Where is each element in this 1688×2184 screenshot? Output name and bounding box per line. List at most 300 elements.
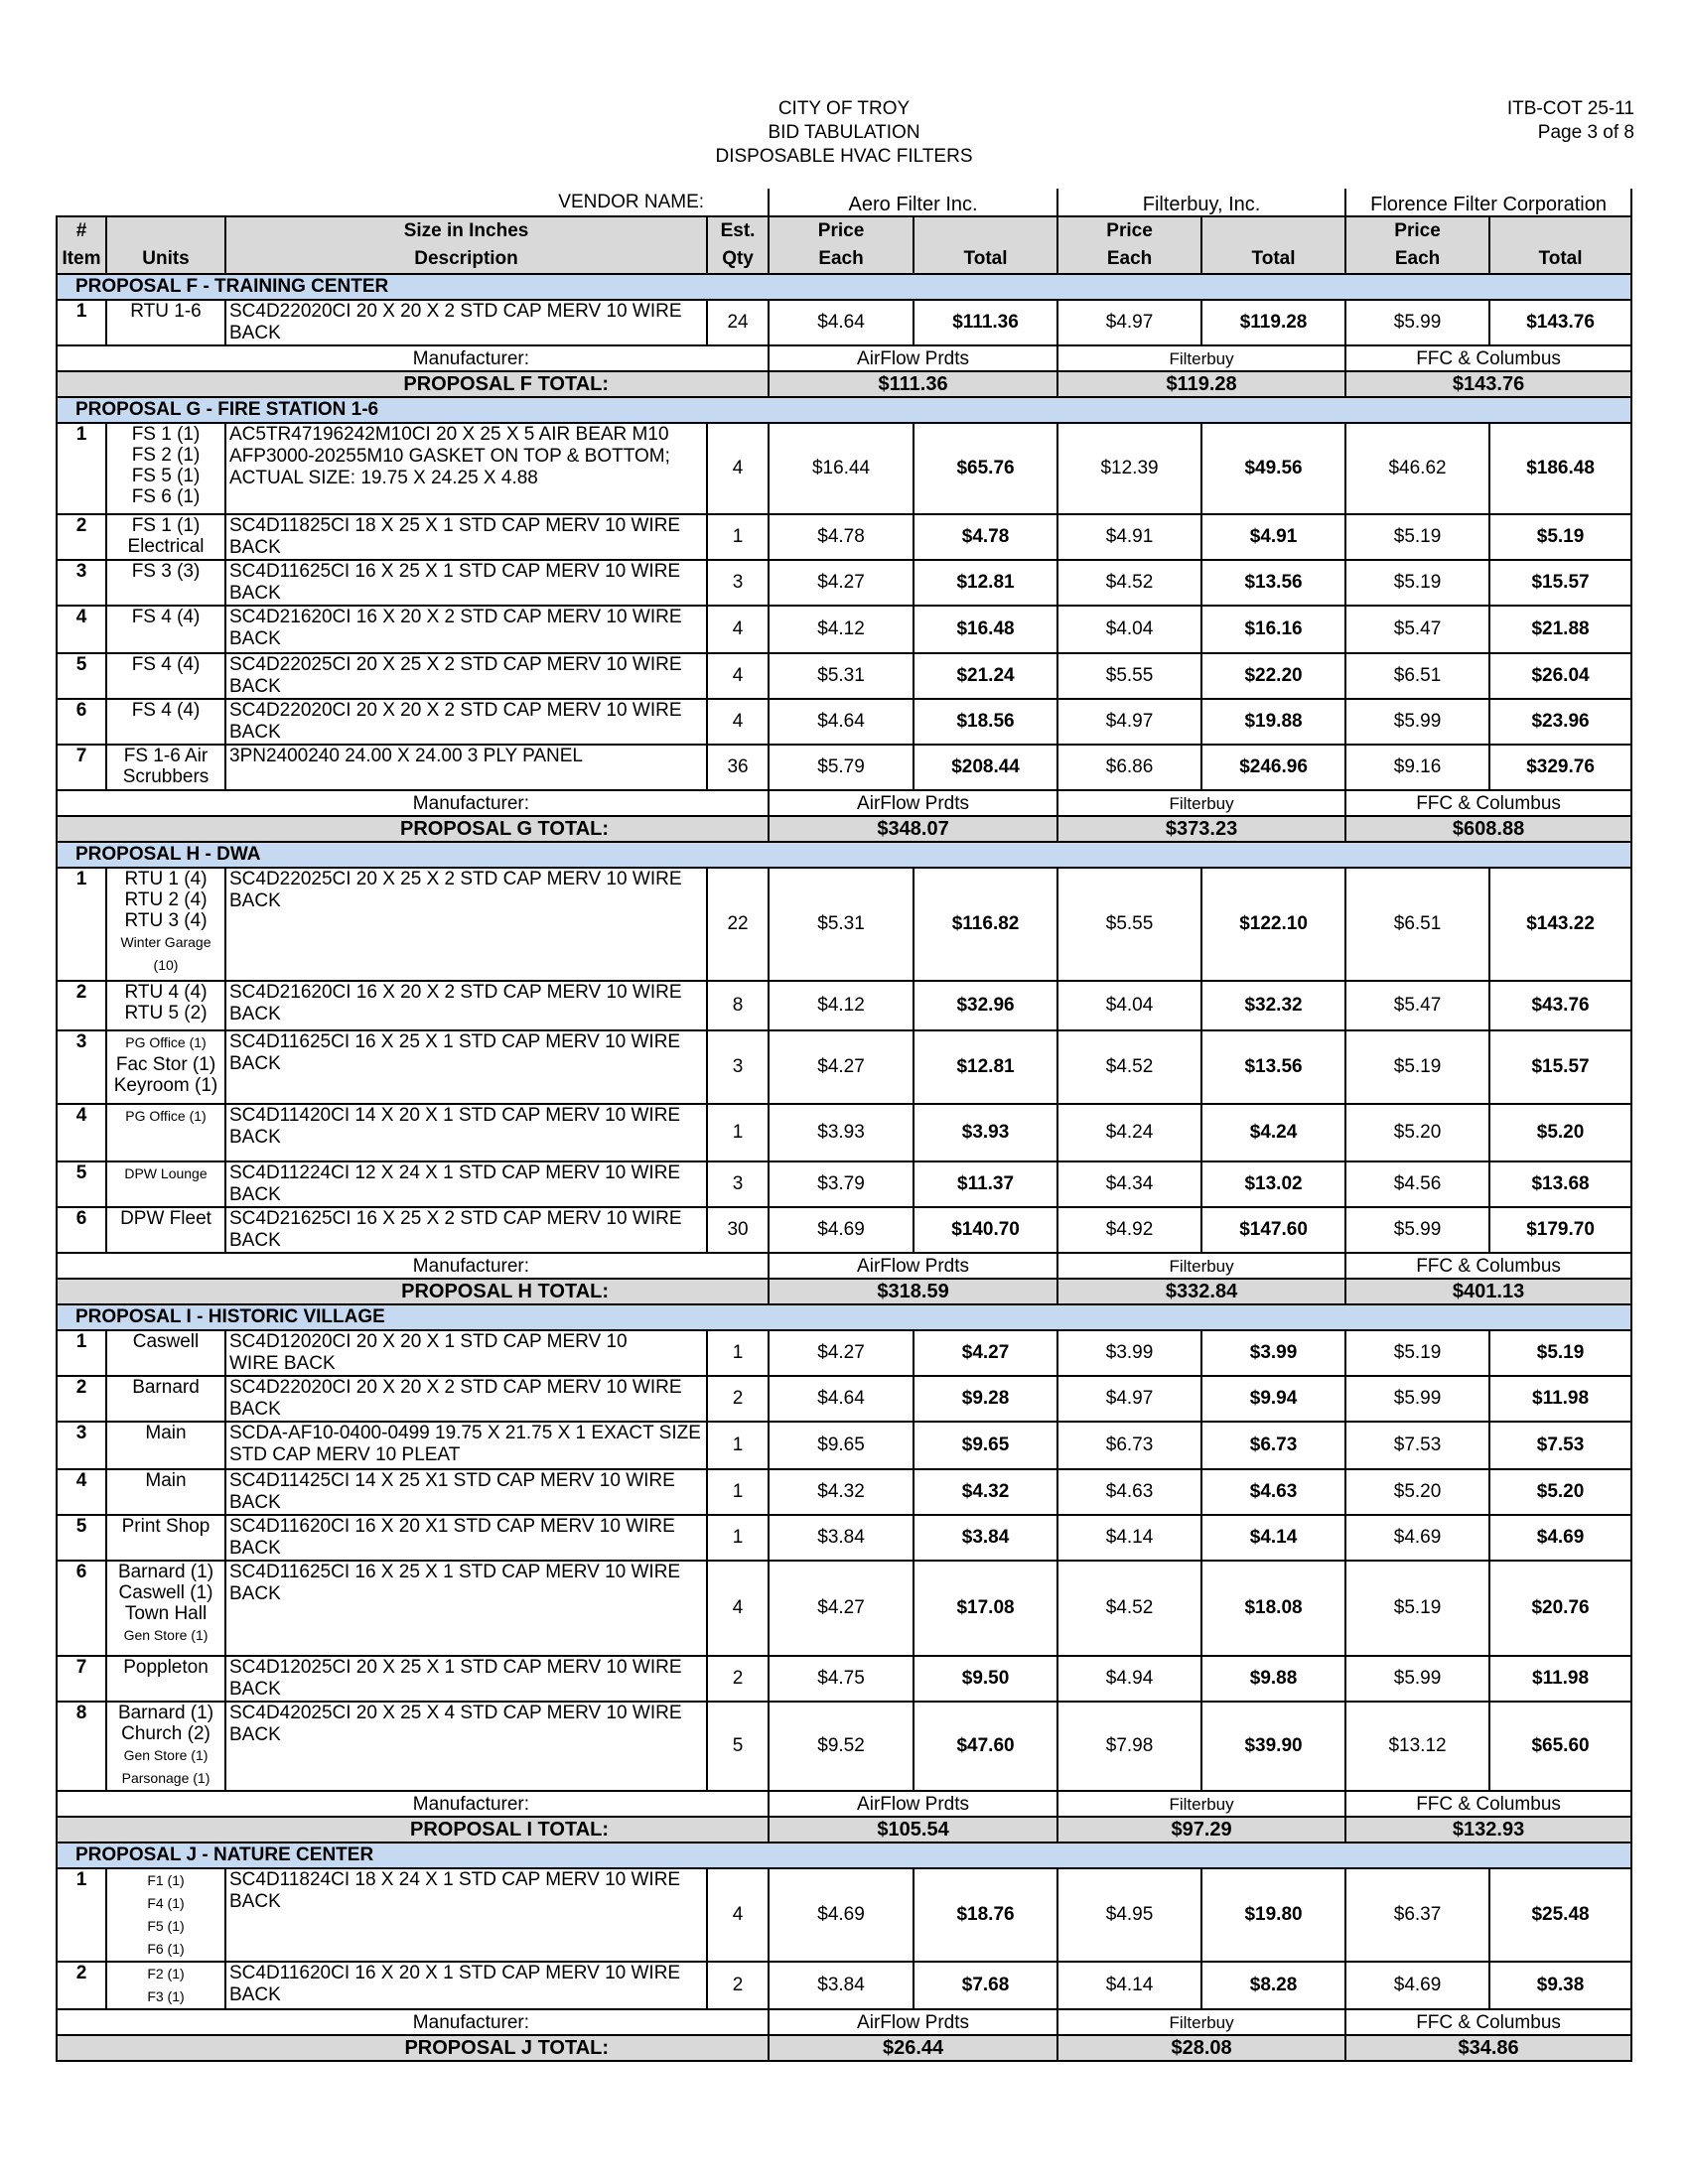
unit-line: Caswell (1) xyxy=(118,1582,213,1603)
item-units xyxy=(106,981,225,1030)
item-description: 3PN2400240 24.00 X 24.00 3 PLY PANEL xyxy=(225,745,707,790)
item-qty: 1 xyxy=(707,1515,769,1561)
line-item-row xyxy=(57,1376,1631,1422)
line-total: $20.76 xyxy=(1489,1561,1631,1656)
price-each: $4.24 xyxy=(1057,1104,1201,1161)
line-total: $4.24 xyxy=(1201,1104,1345,1161)
line-total: $9.88 xyxy=(1201,1656,1345,1702)
item-number: 5 xyxy=(57,653,106,699)
line-total: $4.14 xyxy=(1201,1515,1345,1561)
manufacturer-name: AirFlow Prdts xyxy=(769,1791,1057,1817)
page-number: Page 3 of 8 xyxy=(1537,122,1634,143)
item-qty: 2 xyxy=(707,1376,769,1422)
price-each: $5.99 xyxy=(1345,300,1489,345)
line-item-row xyxy=(57,1104,1631,1161)
manufacturer-name: AirFlow Prdts xyxy=(769,790,1057,816)
unit-line: F5 (1) xyxy=(147,1918,185,1934)
item-number: 1 xyxy=(57,868,106,981)
line-item-row xyxy=(57,1702,1631,1791)
unit-line: Gen Store (1) xyxy=(123,1627,209,1643)
unit-line: FS 4 (4) xyxy=(131,654,201,675)
price-each: $5.55 xyxy=(1057,868,1201,981)
item-description: SC4D11825CI 18 X 25 X 1 STD CAP MERV 10 WIRE BACK xyxy=(225,514,707,560)
line-total: $18.56 xyxy=(914,699,1057,745)
item-description: SC4D21625CI 16 X 25 X 2 STD CAP MERV 10 WIRE BACK xyxy=(225,1207,707,1253)
line-item-row xyxy=(57,1515,1631,1561)
price-each: $5.31 xyxy=(769,868,914,981)
line-total: $246.96 xyxy=(1201,745,1345,790)
price-each: $6.51 xyxy=(1345,868,1489,981)
proposal-total-value: $97.29 xyxy=(1057,1817,1345,1843)
item-description: SC4D11224CI 12 X 24 X 1 STD CAP MERV 10 WIRE BACK xyxy=(225,1161,707,1207)
price-each: $4.14 xyxy=(1057,1515,1201,1561)
item-qty: 3 xyxy=(707,1030,769,1104)
price-each: $4.69 xyxy=(1345,1515,1489,1561)
item-description: SC4D11625CI 16 X 25 X 1 STD CAP MERV 10 WIRE BACK xyxy=(225,560,707,606)
line-total: $18.08 xyxy=(1201,1561,1345,1656)
line-total: $13.68 xyxy=(1489,1161,1631,1207)
line-total: $4.69 xyxy=(1489,1515,1631,1561)
price-each: $4.34 xyxy=(1057,1161,1201,1207)
line-total: $65.60 xyxy=(1489,1702,1631,1791)
item-units xyxy=(106,868,225,981)
item-units xyxy=(106,423,225,514)
price-each: $6.51 xyxy=(1345,653,1489,699)
item-units xyxy=(106,1515,225,1561)
item-qty: 2 xyxy=(707,1656,769,1702)
item-qty: 5 xyxy=(707,1702,769,1791)
proposal-total-row xyxy=(57,1817,1631,1843)
proposal-total-value: $143.76 xyxy=(1345,371,1631,397)
unit-line: Church (2) xyxy=(121,1723,211,1744)
item-qty: 3 xyxy=(707,560,769,606)
item-number: 2 xyxy=(57,981,106,1030)
price-each: $5.19 xyxy=(1345,1330,1489,1376)
proposal-section-header xyxy=(57,274,1631,300)
line-total: $329.76 xyxy=(1489,745,1631,790)
proposal-total-row xyxy=(57,816,1631,842)
price-each: $12.39 xyxy=(1057,423,1201,514)
proposal-total-value: $608.88 xyxy=(1345,816,1631,842)
line-item-row xyxy=(57,699,1631,745)
item-units xyxy=(106,1422,225,1469)
line-total: $21.24 xyxy=(914,653,1057,699)
unit-line: FS 1 (1) xyxy=(131,424,201,445)
proposal-title: PROPOSAL H - DWA xyxy=(57,842,1631,868)
col-price-each: Price Each xyxy=(769,216,914,274)
line-total: $16.48 xyxy=(914,606,1057,653)
line-total: $7.53 xyxy=(1489,1422,1631,1469)
unit-line: RTU 3 (4) xyxy=(124,910,208,931)
line-total: $17.08 xyxy=(914,1561,1057,1656)
unit-line: Town Hall xyxy=(124,1603,208,1624)
unit-line: Barnard (1) xyxy=(117,1703,214,1723)
item-description: SC4D42025CI 20 X 25 X 4 STD CAP MERV 10 WIRE BACK xyxy=(225,1702,707,1791)
proposal-total-label: PROPOSAL J TOTAL: xyxy=(57,2035,769,2061)
price-each: $3.79 xyxy=(769,1161,914,1207)
price-each: $5.19 xyxy=(1345,1030,1489,1104)
price-each: $5.99 xyxy=(1345,1376,1489,1422)
item-description: SCDA-AF10-0400-0499 19.75 X 21.75 X 1 EXACT SIZE STD CAP MERV 10 PLEAT xyxy=(225,1422,707,1469)
line-total: $39.90 xyxy=(1201,1702,1345,1791)
price-each: $5.19 xyxy=(1345,514,1489,560)
unit-line: F2 (1) xyxy=(147,1966,185,1981)
line-total: $122.10 xyxy=(1201,868,1345,981)
line-total: $111.36 xyxy=(914,300,1057,345)
unit-line: DPW Lounge xyxy=(124,1165,208,1181)
price-each: $3.93 xyxy=(769,1104,914,1161)
manufacturer-row xyxy=(57,1253,1631,1279)
proposal-total-value: $348.07 xyxy=(769,816,1057,842)
line-item-row xyxy=(57,1207,1631,1253)
price-each: $4.64 xyxy=(769,1376,914,1422)
line-item-row xyxy=(57,606,1631,653)
price-each: $4.56 xyxy=(1345,1161,1489,1207)
price-each: $4.52 xyxy=(1057,560,1201,606)
proposal-total-value: $332.84 xyxy=(1057,1279,1345,1304)
item-units xyxy=(106,1962,225,2009)
price-each: $4.75 xyxy=(769,1656,914,1702)
unit-line: Print Shop xyxy=(121,1516,211,1537)
item-number: 1 xyxy=(57,423,106,514)
line-item-row xyxy=(57,423,1631,514)
manufacturer-label: Manufacturer: xyxy=(57,1791,769,1817)
line-total: $3.84 xyxy=(914,1515,1057,1561)
item-number: 4 xyxy=(57,606,106,653)
item-units xyxy=(106,653,225,699)
manufacturer-name: AirFlow Prdts xyxy=(769,345,1057,371)
item-number: 4 xyxy=(57,1104,106,1161)
manufacturer-name: Filterbuy xyxy=(1057,2009,1345,2035)
item-qty: 22 xyxy=(707,868,769,981)
price-each: $4.52 xyxy=(1057,1030,1201,1104)
item-qty: 4 xyxy=(707,1868,769,1962)
item-number: 2 xyxy=(57,1376,106,1422)
line-total: $143.76 xyxy=(1489,300,1631,345)
item-number: 6 xyxy=(57,1207,106,1253)
document-reference xyxy=(1507,97,1634,145)
item-qty: 1 xyxy=(707,1469,769,1515)
item-qty: 1 xyxy=(707,1422,769,1469)
price-each: $3.99 xyxy=(1057,1330,1201,1376)
manufacturer-row xyxy=(57,345,1631,371)
unit-line: RTU 2 (4) xyxy=(124,889,208,910)
price-each: $3.84 xyxy=(769,1962,914,2009)
item-number: 1 xyxy=(57,300,106,345)
line-total: $15.57 xyxy=(1489,1030,1631,1104)
line-total: $143.22 xyxy=(1489,868,1631,981)
line-total: $19.80 xyxy=(1201,1868,1345,1962)
item-qty: 24 xyxy=(707,300,769,345)
item-description: AC5TR47196242M10CI 20 X 25 X 5 AIR BEAR M10 AFP3000-20255M10 GASKET ON TOP & BOTTOM; ACTUAL SIZE: 19.75 X 24.25 X 4.88 xyxy=(225,423,707,514)
unit-line: FS 1-6 Air xyxy=(123,746,209,766)
price-each: $4.97 xyxy=(1057,300,1201,345)
proposal-total-value: $111.36 xyxy=(769,371,1057,397)
price-each: $4.94 xyxy=(1057,1656,1201,1702)
price-each: $13.12 xyxy=(1345,1702,1489,1791)
unit-line: F6 (1) xyxy=(147,1941,185,1957)
item-units xyxy=(106,1702,225,1791)
price-each: $5.31 xyxy=(769,653,914,699)
manufacturer-name: Filterbuy xyxy=(1057,345,1345,371)
price-each: $4.27 xyxy=(769,1330,914,1376)
line-total: $11.98 xyxy=(1489,1376,1631,1422)
price-each: $46.62 xyxy=(1345,423,1489,514)
bid-table xyxy=(56,189,1632,2062)
item-number: 5 xyxy=(57,1161,106,1207)
unit-line: F3 (1) xyxy=(147,1988,185,2004)
item-qty: 2 xyxy=(707,1962,769,2009)
item-units xyxy=(106,606,225,653)
unit-line: Electrical xyxy=(127,536,205,557)
item-description: SC4D21620CI 16 X 20 X 2 STD CAP MERV 10 WIRE BACK xyxy=(225,981,707,1030)
unit-line: (10) xyxy=(153,957,179,973)
proposal-total-label: PROPOSAL I TOTAL: xyxy=(57,1817,769,1843)
price-each: $4.32 xyxy=(769,1469,914,1515)
line-total: $13.56 xyxy=(1201,560,1345,606)
line-total: $26.04 xyxy=(1489,653,1631,699)
line-total: $12.81 xyxy=(914,560,1057,606)
item-units xyxy=(106,1104,225,1161)
price-each: $6.73 xyxy=(1057,1422,1201,1469)
line-total: $140.70 xyxy=(914,1207,1057,1253)
line-total: $11.98 xyxy=(1489,1656,1631,1702)
line-total: $9.50 xyxy=(914,1656,1057,1702)
line-item-row xyxy=(57,981,1631,1030)
unit-line: RTU 1 (4) xyxy=(124,869,208,889)
price-each: $5.55 xyxy=(1057,653,1201,699)
price-each: $6.86 xyxy=(1057,745,1201,790)
unit-line: FS 3 (3) xyxy=(131,561,201,582)
line-total: $4.32 xyxy=(914,1469,1057,1515)
manufacturer-name: Filterbuy xyxy=(1057,1791,1345,1817)
price-each: $4.27 xyxy=(769,1030,914,1104)
proposal-total-label: PROPOSAL H TOTAL: xyxy=(57,1279,769,1304)
unit-line: Main xyxy=(145,1423,187,1443)
line-item-row xyxy=(57,745,1631,790)
line-total: $5.20 xyxy=(1489,1104,1631,1161)
manufacturer-name: Filterbuy xyxy=(1057,790,1345,816)
line-total: $25.48 xyxy=(1489,1868,1631,1962)
line-total: $32.96 xyxy=(914,981,1057,1030)
price-each: $4.14 xyxy=(1057,1962,1201,2009)
unit-line: RTU 4 (4) xyxy=(124,982,208,1003)
line-total: $3.93 xyxy=(914,1104,1057,1161)
line-total: $13.02 xyxy=(1201,1161,1345,1207)
item-qty: 4 xyxy=(707,699,769,745)
col-price-each: Price Each xyxy=(1345,216,1489,274)
price-each: $5.99 xyxy=(1345,699,1489,745)
item-qty: 3 xyxy=(707,1161,769,1207)
proposal-total-value: $119.28 xyxy=(1057,371,1345,397)
manufacturer-row xyxy=(57,1791,1631,1817)
unit-line: RTU 5 (2) xyxy=(124,1003,208,1024)
vendor-name: Aero Filter Inc. xyxy=(769,189,1057,216)
manufacturer-name: FFC & Columbus xyxy=(1345,2009,1631,2035)
bid-tabulation-sheet xyxy=(56,189,1630,2062)
price-each: $4.95 xyxy=(1057,1868,1201,1962)
item-units xyxy=(106,300,225,345)
line-item-row xyxy=(57,1330,1631,1376)
price-each: $9.65 xyxy=(769,1422,914,1469)
item-description: SC4D22020CI 20 X 20 X 2 STD CAP MERV 10 WIRE BACK xyxy=(225,1376,707,1422)
line-item-row xyxy=(57,514,1631,560)
item-number: 7 xyxy=(57,745,106,790)
item-units xyxy=(106,1330,225,1376)
unit-line: RTU 1-6 xyxy=(130,301,202,322)
price-each: $5.47 xyxy=(1345,981,1489,1030)
line-total: $18.76 xyxy=(914,1868,1057,1962)
col-item: # Item xyxy=(57,216,106,274)
price-each: $4.04 xyxy=(1057,981,1201,1030)
price-each: $4.52 xyxy=(1057,1561,1201,1656)
price-each: $6.37 xyxy=(1345,1868,1489,1962)
price-each: $5.19 xyxy=(1345,560,1489,606)
line-total: $13.56 xyxy=(1201,1030,1345,1104)
price-each: $4.63 xyxy=(1057,1469,1201,1515)
proposal-total-value: $28.08 xyxy=(1057,2035,1345,2061)
price-each: $4.78 xyxy=(769,514,914,560)
line-total: $5.20 xyxy=(1489,1469,1631,1515)
proposal-total-value: $132.93 xyxy=(1345,1817,1631,1843)
manufacturer-label: Manufacturer: xyxy=(57,790,769,816)
price-each: $5.20 xyxy=(1345,1469,1489,1515)
unit-line: Caswell xyxy=(132,1331,200,1352)
vendor-row xyxy=(57,189,1631,216)
unit-line: Keyroom (1) xyxy=(113,1075,218,1096)
item-number: 3 xyxy=(57,1030,106,1104)
price-each: $4.64 xyxy=(769,300,914,345)
item-units xyxy=(106,699,225,745)
column-header-row xyxy=(57,216,1631,274)
price-each: $4.69 xyxy=(769,1868,914,1962)
manufacturer-name: FFC & Columbus xyxy=(1345,1253,1631,1279)
line-item-row xyxy=(57,1868,1631,1962)
manufacturer-label: Manufacturer: xyxy=(57,345,769,371)
unit-line: PG Office (1) xyxy=(125,1108,207,1124)
proposal-section-header xyxy=(57,842,1631,868)
item-number: 5 xyxy=(57,1515,106,1561)
line-total: $208.44 xyxy=(914,745,1057,790)
item-description: SC4D12020CI 20 X 20 X 1 STD CAP MERV 10 WIRE BACK xyxy=(225,1330,707,1376)
item-units xyxy=(106,560,225,606)
price-each: $4.97 xyxy=(1057,1376,1201,1422)
city-name: CITY OF TROY xyxy=(777,98,911,119)
item-qty: 4 xyxy=(707,653,769,699)
vendor-name: Filterbuy, Inc. xyxy=(1057,189,1345,216)
line-total: $12.81 xyxy=(914,1030,1057,1104)
vendor-name: Florence Filter Corporation xyxy=(1345,189,1631,216)
item-qty: 1 xyxy=(707,514,769,560)
proposal-total-value: $34.86 xyxy=(1345,2035,1631,2061)
col-description: Size in Inches Description xyxy=(225,216,707,274)
item-number: 3 xyxy=(57,560,106,606)
proposal-title: PROPOSAL G - FIRE STATION 1-6 xyxy=(57,397,1631,423)
line-total: $9.28 xyxy=(914,1376,1057,1422)
item-description: SC4D22025CI 20 X 25 X 2 STD CAP MERV 10 WIRE BACK xyxy=(225,653,707,699)
line-item-row xyxy=(57,560,1631,606)
vendor-label: VENDOR NAME: xyxy=(558,191,705,212)
unit-line: Scrubbers xyxy=(122,766,210,787)
item-number: 6 xyxy=(57,1561,106,1656)
item-number: 4 xyxy=(57,1469,106,1515)
itb-number: ITB-COT 25-11 xyxy=(1506,98,1634,119)
price-each: $7.98 xyxy=(1057,1702,1201,1791)
col-units: Units xyxy=(106,216,225,274)
col-total: Total xyxy=(914,216,1057,274)
item-description: SC4D11625CI 16 X 25 X 1 STD CAP MERV 10 WIRE BACK xyxy=(225,1030,707,1104)
item-number: 2 xyxy=(57,514,106,560)
item-units xyxy=(106,514,225,560)
proposal-section-header xyxy=(57,397,1631,423)
line-total: $9.38 xyxy=(1489,1962,1631,2009)
col-price-each: Price Each xyxy=(1057,216,1201,274)
line-item-row xyxy=(57,1422,1631,1469)
proposal-title: PROPOSAL I - HISTORIC VILLAGE xyxy=(57,1304,1631,1330)
line-total: $4.27 xyxy=(914,1330,1057,1376)
line-total: $15.57 xyxy=(1489,560,1631,606)
line-total: $23.96 xyxy=(1489,699,1631,745)
document-header xyxy=(596,97,1092,169)
proposal-total-value: $401.13 xyxy=(1345,1279,1631,1304)
item-units xyxy=(106,1376,225,1422)
price-each: $4.12 xyxy=(769,606,914,653)
line-total: $47.60 xyxy=(914,1702,1057,1791)
line-item-row xyxy=(57,1656,1631,1702)
col-total: Total xyxy=(1489,216,1631,274)
unit-line: FS 4 (4) xyxy=(131,607,201,627)
item-qty: 4 xyxy=(707,606,769,653)
item-description: SC4D22020CI 20 X 20 X 2 STD CAP MERV 10 WIRE BACK xyxy=(225,699,707,745)
item-qty: 4 xyxy=(707,1561,769,1656)
item-units xyxy=(106,1656,225,1702)
line-total: $119.28 xyxy=(1201,300,1345,345)
line-total: $147.60 xyxy=(1201,1207,1345,1253)
doc-type: BID TABULATION xyxy=(768,122,920,143)
item-units xyxy=(106,1161,225,1207)
item-qty: 30 xyxy=(707,1207,769,1253)
proposal-title: PROPOSAL F - TRAINING CENTER xyxy=(57,274,1631,300)
line-total: $8.28 xyxy=(1201,1962,1345,2009)
price-each: $4.69 xyxy=(769,1207,914,1253)
unit-line: PG Office (1) xyxy=(125,1034,207,1050)
line-item-row xyxy=(57,1161,1631,1207)
unit-line: DPW Fleet xyxy=(120,1208,211,1229)
col-qty: Est. Qty xyxy=(707,216,769,274)
price-each: $7.53 xyxy=(1345,1422,1489,1469)
unit-line: F1 (1) xyxy=(147,1872,185,1888)
line-total: $4.63 xyxy=(1201,1469,1345,1515)
line-total: $5.19 xyxy=(1489,1330,1631,1376)
price-each: $4.92 xyxy=(1057,1207,1201,1253)
item-number: 8 xyxy=(57,1702,106,1791)
item-description: SC4D11625CI 16 X 25 X 1 STD CAP MERV 10 WIRE BACK xyxy=(225,1561,707,1656)
price-each: $5.19 xyxy=(1345,1561,1489,1656)
line-total: $11.37 xyxy=(914,1161,1057,1207)
unit-line: Barnard (1) xyxy=(117,1562,214,1582)
unit-line: Barnard xyxy=(132,1377,200,1398)
price-each: $4.69 xyxy=(1345,1962,1489,2009)
unit-line: FS 4 (4) xyxy=(131,700,201,721)
item-number: 2 xyxy=(57,1962,106,2009)
item-number: 6 xyxy=(57,699,106,745)
proposal-total-value: $105.54 xyxy=(769,1817,1057,1843)
manufacturer-name: Filterbuy xyxy=(1057,1253,1345,1279)
price-each: $16.44 xyxy=(769,423,914,514)
line-total: $19.88 xyxy=(1201,699,1345,745)
price-each: $3.84 xyxy=(769,1515,914,1561)
price-each: $4.04 xyxy=(1057,606,1201,653)
